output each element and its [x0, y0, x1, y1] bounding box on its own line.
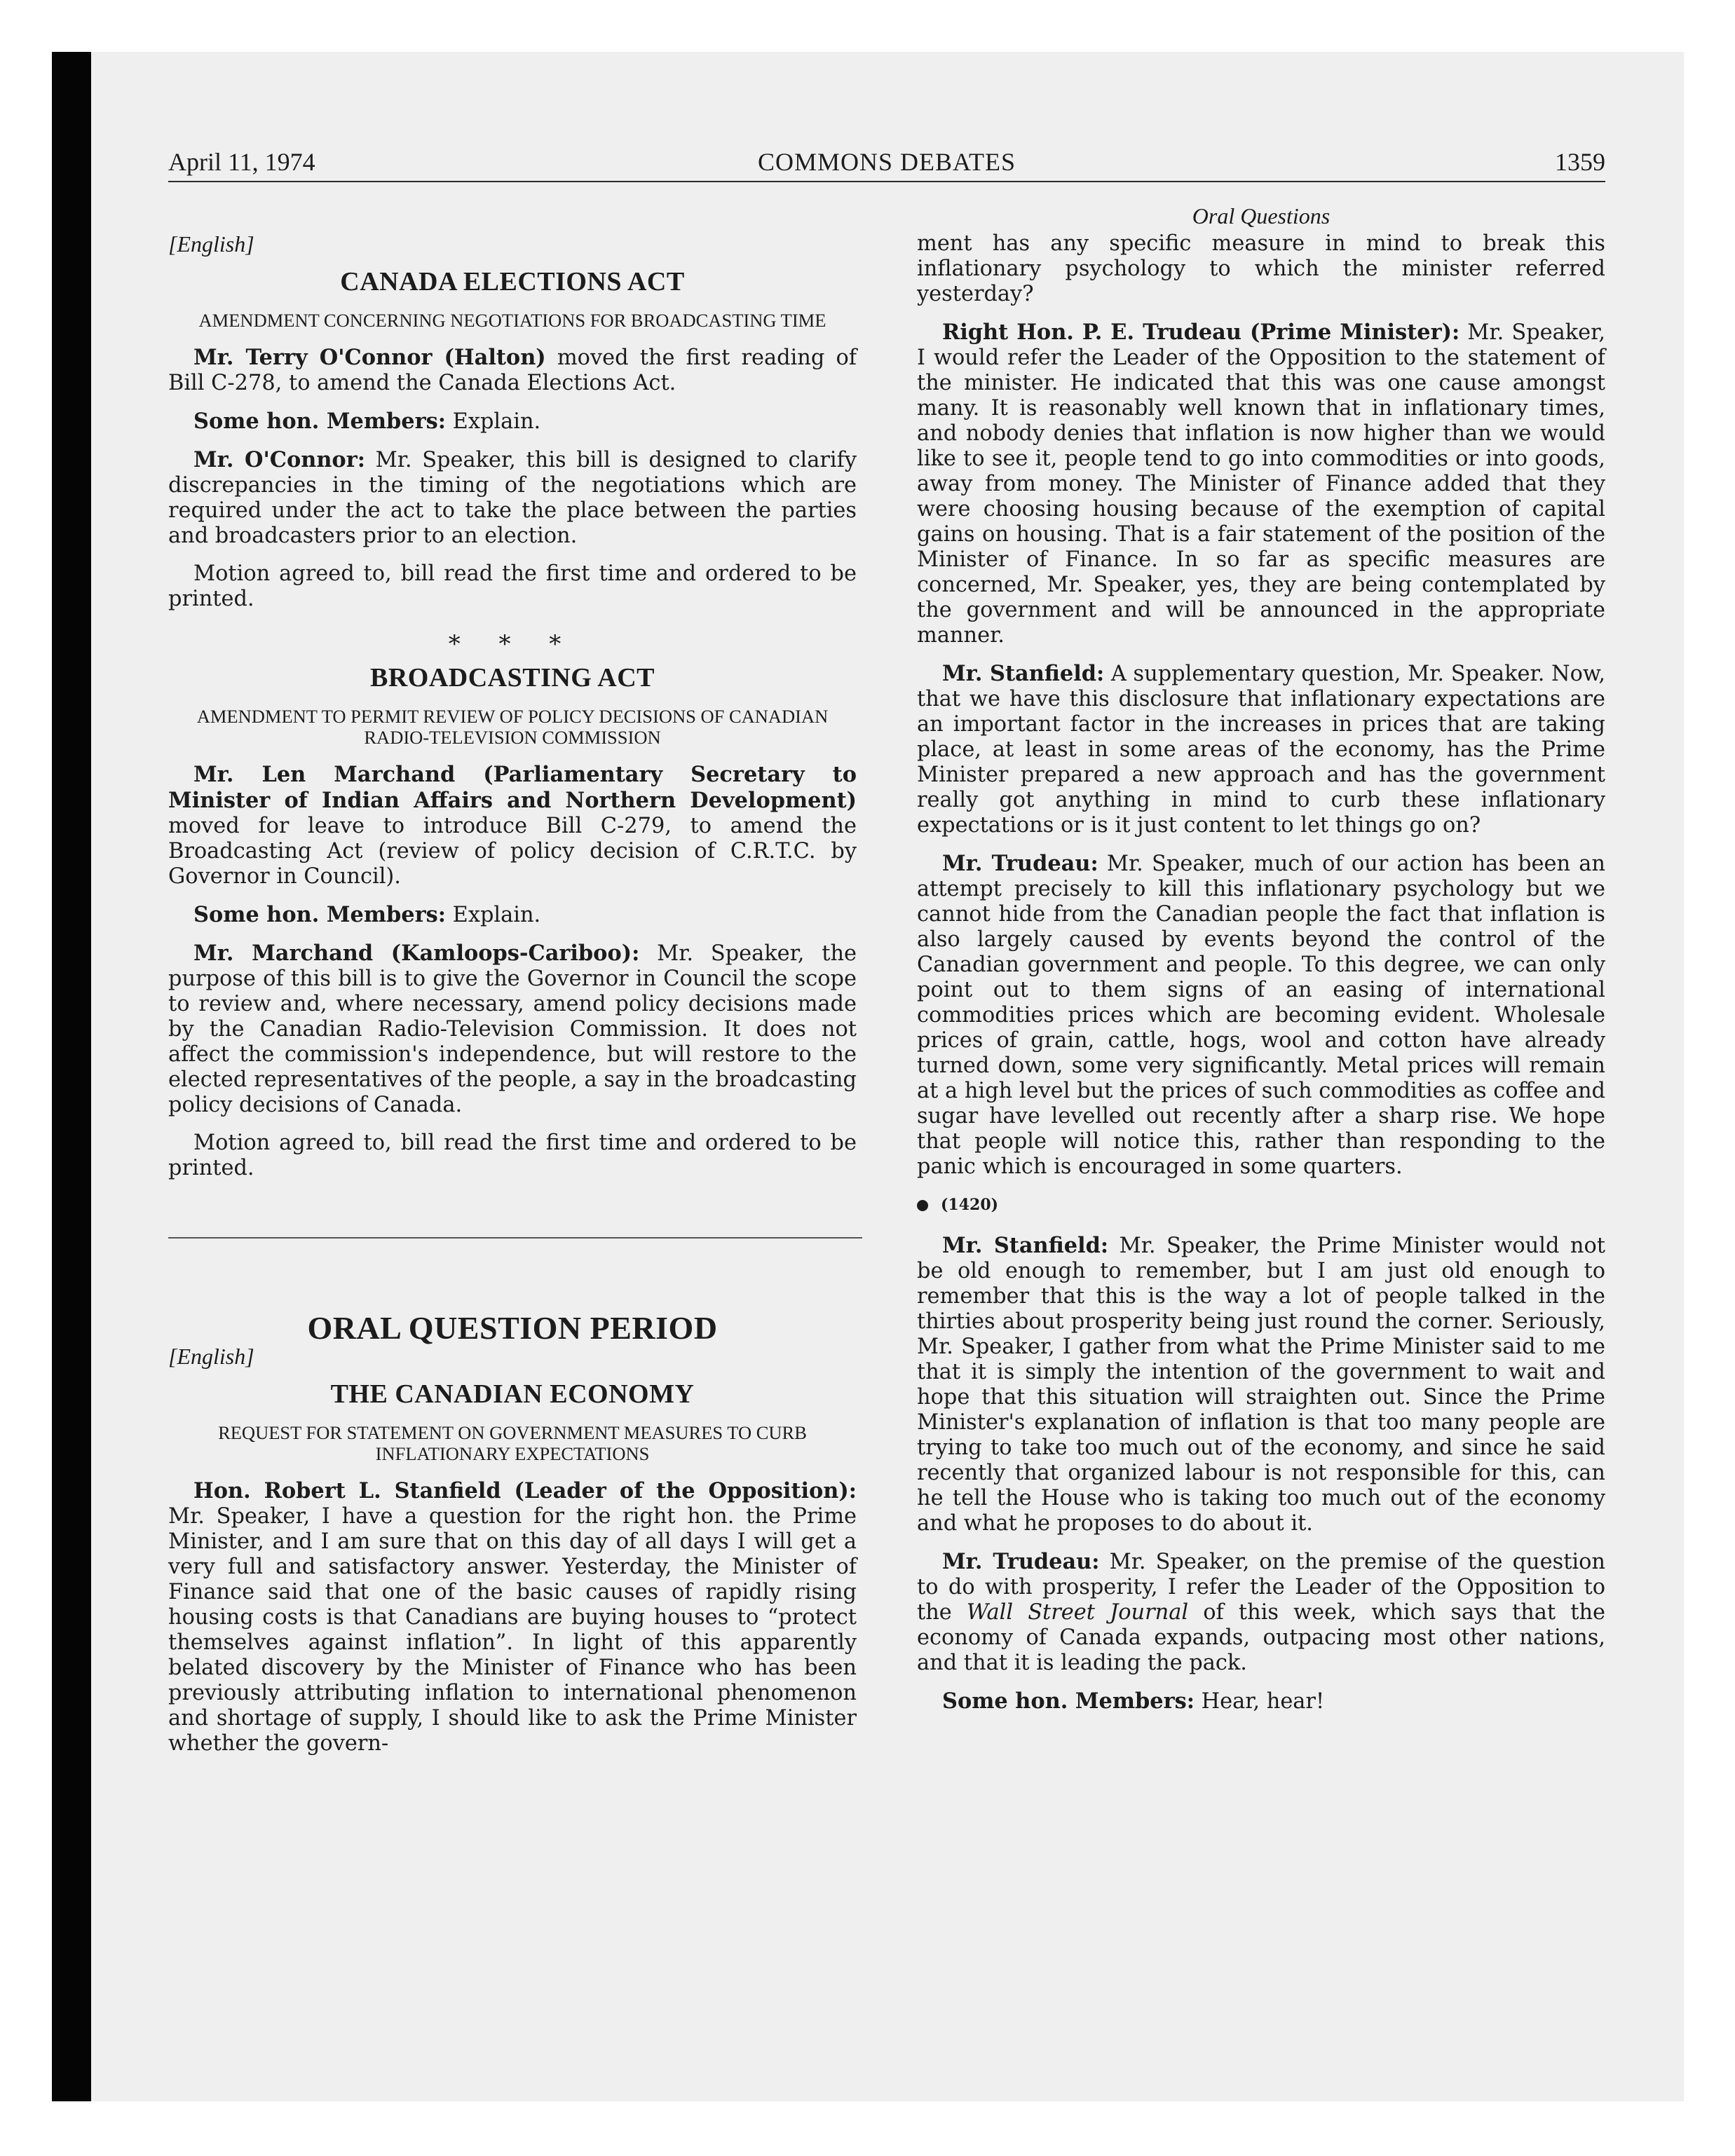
bullet-icon [917, 1200, 928, 1211]
paragraph: Motion agreed to, bill read the first time and ordered to be printed. [168, 561, 857, 611]
horizontal-rule [168, 1237, 862, 1239]
running-section-label: Oral Questions [1192, 203, 1331, 228]
paragraph: Mr. Marchand (Kamloops-Cariboo): Mr. Speaker, the purpose of this bill is to give the Governor in Council the scope to review and, where necessary, amend policy decisions made by the Canadian Radio-Television Commission. It does not affect the commission's independence, but will restore to the elected representatives of the people, a say in the broadcasting policy decisions of Canada. [168, 941, 857, 1117]
paragraph: Mr. Stanfield: A supplementary question, Mr. Speaker. Now, that we have this disclosure that inflationary expectations are an important factor in the increases in prices that are taking place, at least in some areas of the economy, has the Prime Minister prepared a new approach and has the government really got anything in mind to curb these inflationary expectations or is it just content to let things go on? [917, 661, 1605, 838]
speaker-name: Mr. Stanfield: [942, 1233, 1109, 1258]
speaker-name: Some hon. Members: [193, 902, 446, 927]
speaker-name: Some hon. Members: [942, 1688, 1195, 1714]
section-title-broadcasting-act: BROADCASTING ACT [369, 663, 655, 692]
section-separator: * * * [448, 630, 577, 658]
header-date: April 11, 1974 [168, 148, 315, 176]
paragraph: Mr. Trudeau: Mr. Speaker, on the premise of the question to do with prosperity, I refer the Leader of the Opposition to the Wall Street Journal of this week, which says that the economy of Canada expands, outpacing most other nations, and that it is leading the pack. [917, 1549, 1606, 1675]
section-title-canada-elections-act: CANADA ELECTIONS ACT [340, 267, 685, 296]
hansard-page [168, 147, 1606, 1756]
page-number: 1359 [1555, 148, 1605, 176]
running-header [168, 147, 1605, 182]
speaker-name: Mr. O'Connor: [193, 447, 365, 472]
paragraph: Mr. Terry O'Connor (Halton) moved the first reading of Bill C-278, to amend the Canada Elections Act. [168, 345, 857, 395]
paragraph: Mr. Trudeau: Mr. Speaker, much of our action has been an attempt precisely to kill this inflationary psychology but we cannot hide from the Canadian people the fact that inflation is also largely caused by events beyond the control of the Canadian government and people. To this degree, we can only point out to them signs of an easing of international commodities prices which are becoming evident. Wholesale prices of grain, cattle, hogs, wool and cotton have already turned down, some very significantly. Metal prices will remain at a high level but the prices of such commodities as coffee and sugar have levelled out recently after a sharp rise. We hope that people will notice this, rather than responding to the panic which is encouraged in some quarters. [917, 851, 1605, 1179]
paragraph: Motion agreed to, bill read the first time and ordered to be printed. [168, 1131, 857, 1180]
right-column [917, 203, 1605, 1727]
publication-title: Wall Street Journal [966, 1600, 1189, 1625]
paragraph: Mr. Stanfield: Mr. Speaker, the Prime Minister would not be old enough to remember, but I am just old enough to remember that this is the way a lot of people talked in the thirties about prosperity being just round the corner. Seriously, Mr. Speaker, I gather from what the Prime Minister said to me that it is simply the intention of the government to wait and hope that this situation will straighten out. Since the Prime Minister's explanation of inflation is that too many people are trying to take too much out of the economy, and since he said recently that organized labour is not responsible for this, can he tell the House who is taking too much out of the economy and what he proposes to do about it. [917, 1233, 1605, 1536]
paragraph: Mr. Len Marchand (Parliamentary Secretary to Minister of Indian Affairs and Northern Development) moved for leave to introduce Bill C-279, to amend the Broadcasting Act (review of policy decision of C.R.T.C. by Governor in Council). [168, 762, 857, 889]
speaker-name: Mr. Len Marchand (Parliamentary Secretary to Minister of Indian Affairs and Northern Development) [168, 762, 857, 813]
subheading-inflation-measures: REQUEST FOR STATEMENT ON GOVERNMENT MEASURES TO CURB INFLATIONARY EXPECTATIONS [218, 1422, 807, 1464]
language-marker: [English] [168, 1344, 254, 1369]
left-column [168, 203, 857, 1769]
paragraph: ment has any specific measure in mind to break this inflationary psychology to which the minister referred yesterday? [917, 231, 1605, 306]
paragraph: Mr. O'Connor: Mr. Speaker, this bill is designed to clarify discrepancies in the timing of the negotiations which are required under the act to take the place between the parties and broadcasters prior to an election. [168, 447, 857, 548]
speaker-name: Mr. Trudeau: [942, 851, 1098, 876]
speaker-name: Mr. Trudeau: [942, 1549, 1100, 1574]
speaker-name: Mr. Terry O'Connor (Halton) [193, 345, 546, 370]
section-title-oral-question-period: ORAL QUESTION PERIOD [307, 1310, 718, 1346]
speaker-name: Mr. Marchand (Kamloops-Cariboo): [193, 941, 640, 966]
paragraph: Hon. Robert L. Stanfield (Leader of the Opposition): Mr. Speaker, I have a question for the right hon. the Prime Minister, and I am sure that on this day of all days I will get a very full and satisfactory answer. Yesterday, the Minister of Finance said that one of the basic causes of rapidly rising housing costs is that Canadians are buying houses to “protect themselves against inflation”. In light of this apparently belated discovery by the Minister of Finance who has been previously attributing inflation to international phenomenon and shortage of supply, I should like to ask the Prime Minister whether the govern- [168, 1478, 857, 1756]
scan-binding-edge [52, 52, 91, 2101]
speaker-name: Mr. Stanfield: [942, 661, 1105, 686]
paragraph: Some hon. Members: Explain. [193, 409, 541, 434]
language-marker: [English] [168, 231, 254, 257]
paragraph: Some hon. Members: Hear, hear! [942, 1688, 1325, 1714]
speaker-name: Right Hon. P. E. Trudeau (Prime Minister): [942, 320, 1460, 345]
speaker-name: Some hon. Members: [193, 409, 446, 434]
paragraph: Some hon. Members: Explain. [193, 902, 541, 927]
section-title-canadian-economy: THE CANADIAN ECONOMY [330, 1379, 695, 1409]
header-title: COMMONS DEBATES [757, 148, 1016, 176]
time-marker: (1420) [917, 1192, 1605, 1217]
subheading-broadcasting-time: AMENDMENT CONCERNING NEGOTIATIONS FOR BROADCASTING TIME [198, 310, 826, 331]
paragraph: Right Hon. P. E. Trudeau (Prime Minister): Mr. Speaker, I would refer the Leader of the Opposition to the statement of the minister. He indicated that this was one cause amongst many. It is reasonably well known that in inflationary times, and nobody denies that inflation is now higher than we would like to see it, people tend to go into commodities or into goods, away from money. The Minister of Finance added that they were choosing housing because of the exemption of capital gains on housing. That is a fair statement of the position of the Minister of Finance. In so far as specific measures are concerned, Mr. Speaker, yes, they are being contemplated by the government and will be announced in the appropriate manner. [917, 320, 1605, 648]
speaker-name: Hon. Robert L. Stanfield (Leader of the Opposition): [193, 1478, 857, 1503]
subheading-policy-review: AMENDMENT TO PERMIT REVIEW OF POLICY DECISIONS OF CANADIAN RADIO-TELEVISION COMMISSION [196, 706, 829, 748]
